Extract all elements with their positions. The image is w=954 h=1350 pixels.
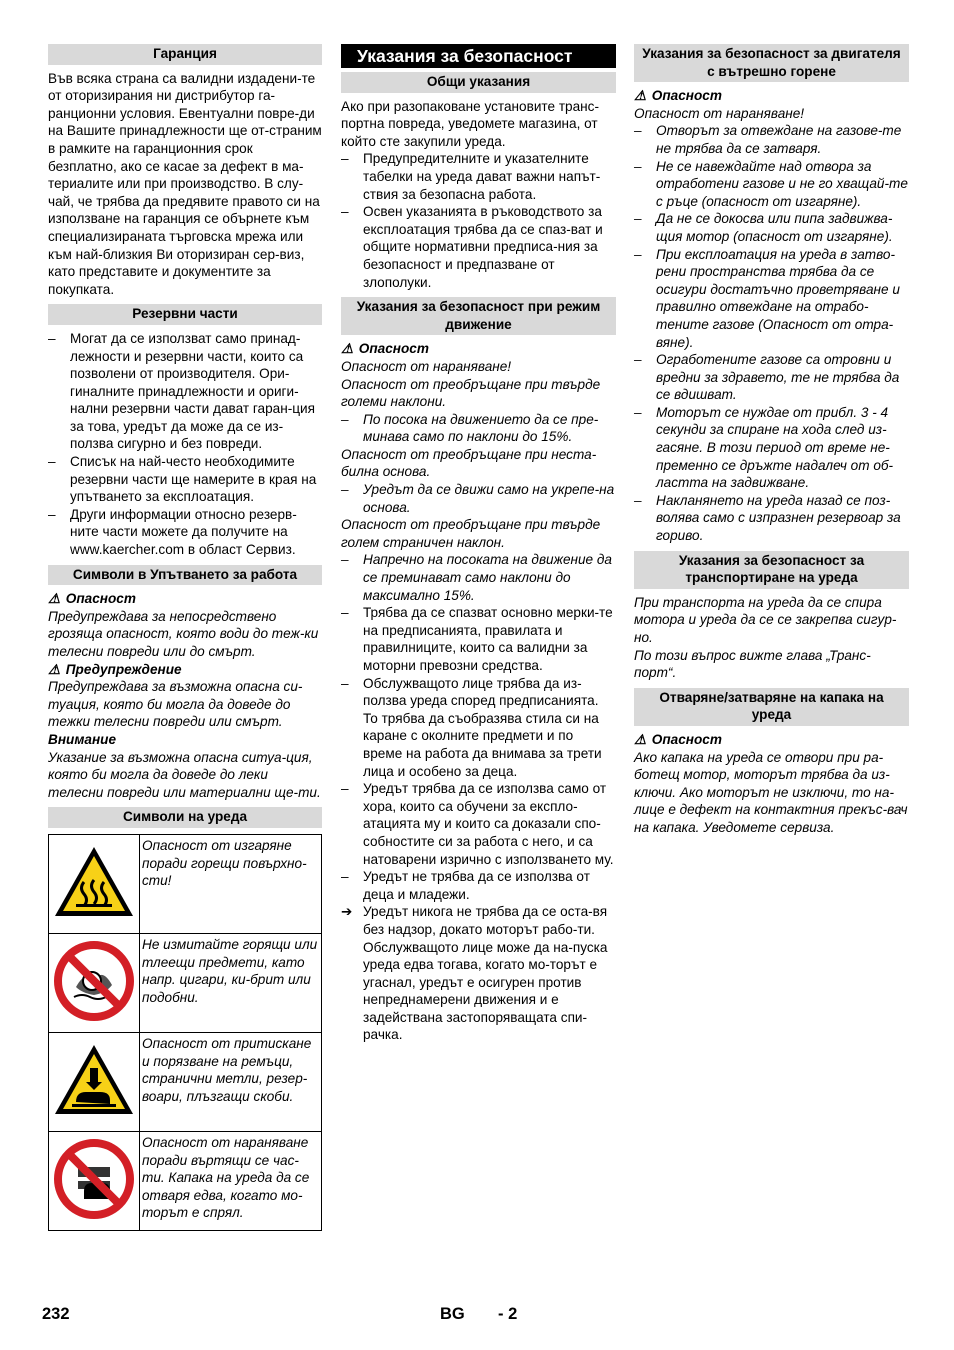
arrow-list-item: ➔ Уредът никога не трябва да се оста-вя без надзор, докато моторът рабо-ти. Обслужващото лице може да на-пуска уреда едва тогава, когато мо-торът е угаснал, уредът е осигурен против непреднамерени движения и е задействана застопоряващата спи-рачка. — [341, 903, 616, 1044]
list-item: – При експлоатация на уреда в затво-рени пространства трябва да се осигури достатъчно проветряване и правилно отвеждане на отрабо-тените газове (Опасност от отра-вяне). — [634, 246, 909, 352]
spare-parts-list — [48, 330, 322, 559]
caution-text: Указание за възможна опасна ситуа-ция, която би могла да доведе до леки телесни повреди или материални ще-ти. — [48, 749, 321, 800]
device-symbols-table — [48, 834, 322, 1231]
list-item: – Освен указанията в ръководството за експлоатация трябва да се спаз-ват и общите нормативни предписа-ния за безопасност и предпазване от злополуки. — [341, 203, 616, 291]
list-item: – Моторът се нуждае от прибл. 3 - 4 секунди за спиране на хода след из-гасяне. В този период от време не-пременно се дръжте надалеч от об-ластта на задвижване. — [634, 404, 909, 492]
warranty-heading: Гаранция — [48, 44, 322, 65]
danger-text: Опасност от преобръщане при неста-билна основа. — [341, 446, 597, 480]
table-row — [49, 933, 322, 1032]
list-item: – Могат да се използват само принад-лежности и резервни части, които са позволени от производителя. Ори-гиналните принадлежности и ориги-нални резервни части дават гаран-ция за това, уредът да може да се из-ползва сигурно и без повреди. — [48, 330, 322, 453]
danger-text: Опасност от преобръщане при твърде големи наклони. — [341, 376, 601, 410]
list-item: – Отворът за отвеждане на газове-те не трябва да се затваря. — [634, 122, 909, 157]
list-item: – Не се навеждайте над отвора за отработени газове и не го хващай-те с ръце (опасност от изгаряне). — [634, 158, 909, 211]
hood-text: Ако капака на уреда се отвори при ра-ботещ мотор, моторът трябва да из-ключи. Ако моторът не изключи, то на-лице е дефект на контактния прекъс-вач на капака. Уведомете сервиза. — [634, 749, 908, 835]
danger-text: Опасност от нараняване! — [634, 105, 805, 121]
transport-text: При транспорта на уреда да се спира мотора и уреда да се се закрепва сигур-но. — [634, 594, 897, 645]
language-code: BG — [440, 1305, 465, 1323]
warning-triangle-icon: ⚠ — [341, 341, 354, 357]
column-right — [634, 44, 909, 837]
symbol-text: Не измитайте горящи или тлеещи предмети, като напр. цигари, ки-брит или подобни. — [140, 933, 322, 1032]
hot-surface-warning-icon — [49, 834, 140, 933]
hand-crush-warning-icon — [49, 1032, 140, 1131]
list-item: – Напречно на посоката на движение да се преминават само наклони до максимално 15%. — [341, 551, 616, 604]
section-title: Указания за безопасност — [341, 44, 616, 68]
warranty-text: Във всяка страна са валидни издадени-те от оторизирания ни дистрибутор га-ранционни условия. Евентуални повре-ди на Вашите принадлежности ще от-страним в рамките на гаранционния срок безплатно, ако се касае за дефект в ма-териалите или при производство. В слу-чай, че трябва да предявите правото си на използване на гаранция се обърнете към специализираната търговска мрежа или към най-близкия Ви оторизиран сер-виз, като представите и документите за покупката. — [48, 70, 322, 297]
no-touch-rotating-parts-icon — [49, 1131, 140, 1230]
manual-symbols-heading: Символи в Упътването за работа — [48, 565, 322, 586]
list-item: – По посока на движението да се пре-минава само по наклони до 15%. — [341, 411, 616, 446]
list-item: – Други информации относно резерв-ните части можете да получите на www.kaercher.com в област Сервиз. — [48, 506, 322, 559]
danger-text: Опасност от нараняване! — [341, 358, 512, 374]
symbol-text: Опасност от притискане и порязване на ремъци, странични метли, резер-воари, плъзгащи скоби. — [140, 1032, 322, 1131]
danger-label: ⚠ Опасност — [48, 591, 136, 607]
warning-label: ⚠ Предупреждение — [48, 661, 182, 677]
danger-label: ⚠ Опасност — [634, 88, 722, 104]
warning-triangle-icon: ⚠ — [48, 591, 61, 607]
danger-label: ⚠ Опасност — [341, 341, 429, 357]
list-item: – Уредът трябва да се използва само от хора, които са обучени за експло-атацията му и които са доказали спо-собностите си за работа с него, и са натоварени изрично с използването му. — [341, 780, 616, 868]
hood-heading: Отваряне/затваряне на капака на уреда — [634, 688, 909, 726]
page-number: 232 — [42, 1305, 70, 1323]
list-item: – Списък на най-често необходимите резервни части ще намерите в края на упътването за експлоатация. — [48, 453, 322, 506]
device-symbols-heading: Символи на уреда — [48, 807, 322, 828]
column-middle — [341, 44, 616, 1044]
warning-triangle-icon: ⚠ — [634, 731, 647, 747]
driving-heading: Указания за безопасност при режим движение — [341, 297, 616, 335]
spare-parts-heading: Резервни части — [48, 304, 322, 325]
engine-heading: Указания за безопасност за двигателя с вътрешно горене — [634, 44, 909, 82]
transport-heading: Указания за безопасност за транспортиране на уреда — [634, 551, 909, 589]
list-item: – Огработените газове са отровни и вредни за здравето, те не трябва да се вдишват. — [634, 351, 909, 404]
warning-triangle-icon: ⚠ — [634, 88, 647, 104]
engine-list — [634, 122, 909, 544]
sub-page-number: - 2 — [498, 1305, 518, 1323]
transport-text: По този въпрос вижте глава „Транс-порт“. — [634, 647, 871, 681]
column-left — [48, 44, 322, 1231]
driving-list — [341, 604, 616, 1044]
general-list — [341, 150, 616, 291]
symbol-text: Опасност от нараняване поради въртящи се час-ти. Капака на уреда да се отваря едва, когато мо-торът е спрял. — [140, 1131, 322, 1230]
danger-label: ⚠ Опасност — [634, 731, 722, 747]
warning-text: Предупреждава за възможна опасна си-туация, която би могла да доведе до тежки телесни повреди или смърт. — [48, 679, 303, 730]
symbol-text: Опасност от изгаряне поради горещи повърхно-сти! — [140, 834, 322, 933]
table-row — [49, 834, 322, 933]
general-intro: Ако при разопаковане установите транс-портна повреда, уведомете магазина, от който сте закупили уреда. — [341, 98, 600, 149]
warning-triangle-icon: ⚠ — [48, 661, 61, 677]
general-heading: Общи указания — [341, 72, 616, 93]
caution-label: Внимание — [48, 731, 117, 747]
list-item: – Уредът да се движи само на укрепе-на основа. — [341, 481, 616, 516]
no-burning-objects-icon — [49, 933, 140, 1032]
list-item: – Накланянето на уреда назад се поз-волява само с изпразнен резервоар за гориво. — [634, 492, 909, 545]
danger-text: Предупреждава за непосредствено грозяща опасност, която води до теж-ки телесни повреди или до смърт. — [48, 608, 319, 659]
list-item: – Предупредителните и указателните табелки на уреда дават важни напът-ствия за безопасна работа. — [341, 150, 616, 203]
list-item: – Обслужващото лице трябва да из-ползва уреда според предписанията. То трябва да съобразява стила си на каране с околните предмети и по време на работа да внимава за трети лица и особено за деца. — [341, 675, 616, 781]
danger-text: Опасност от преобръщане при твърде голем страничен наклон. — [341, 517, 601, 550]
list-item: – Да не се докосва или пипа задвижва-щия мотор (опасност от изгаряне). — [634, 210, 909, 245]
list-item: – Уредът не трябва да се използва от деца и младежи. — [341, 868, 616, 903]
table-row — [49, 1131, 322, 1230]
list-item: – Трябва да се спазват основно мерки-те на предписанията, правилата и правилниците, които са валидни за моторни превозни средства. — [341, 604, 616, 674]
table-row — [49, 1032, 322, 1131]
